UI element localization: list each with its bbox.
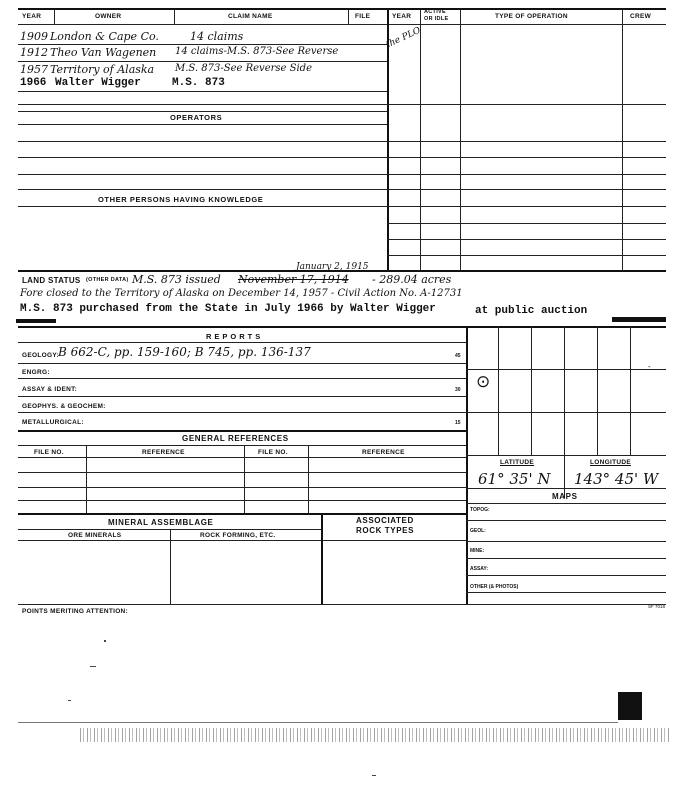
row2-claim: 14 claims-M.S. 873-See Reverse	[175, 46, 339, 57]
ref-col-reference: REFERENCE	[142, 449, 185, 456]
metallurgical-label: METALLURGICAL:	[22, 419, 84, 426]
row4-owner: Walter Wigger	[55, 77, 141, 89]
scan-noise-band	[80, 728, 670, 742]
latitude-value: 61° 35' N	[478, 470, 551, 488]
grid-tick-icon: -	[648, 362, 651, 371]
land-status-label: LAND STATUS	[22, 276, 81, 285]
associated-label: ASSOCIATED	[356, 516, 414, 525]
col-or-idle: OR IDLE	[424, 16, 449, 22]
land-status-sub: (OTHER DATA)	[86, 277, 129, 283]
maps-label: MAPS	[552, 492, 578, 501]
margin-number-30: 30	[455, 387, 461, 393]
longitude-label: LONGITUDE	[590, 459, 631, 466]
mineral-assemblage-title: MINERAL ASSEMBLAGE	[108, 518, 214, 527]
ref-col-file-no: FILE NO.	[34, 449, 64, 456]
maps-geol: GEOL:	[470, 528, 486, 534]
col-crew: CREW	[630, 13, 652, 20]
assay-label: ASSAY & IDENT:	[22, 386, 78, 393]
row2-owner: Theo Van Wagenen	[50, 46, 157, 59]
maps-mine: MINE:	[470, 548, 485, 554]
header-bottom-line	[18, 24, 666, 25]
points-meriting-label: POINTS MERITING ATTENTION:	[22, 608, 129, 615]
ref-col-reference-2: REFERENCE	[362, 449, 405, 456]
ore-minerals-label: ORE MINERALS	[68, 532, 122, 539]
operators-label: OPERATORS	[170, 113, 223, 122]
col-year: YEAR	[22, 13, 42, 20]
land-status-line3: M.S. 873 purchased from the State in July 1966 by Walter Wigger	[20, 303, 436, 315]
row4-year: 1966	[20, 77, 47, 89]
col-active: ACTIVE	[424, 9, 446, 15]
form-number: SF 7018	[648, 604, 666, 609]
maps-other: OTHER (& PHOTOS)	[470, 584, 519, 590]
row4-claim: M.S. 873	[172, 77, 225, 89]
land-status-acres: - 289.04 acres	[372, 273, 452, 286]
top-border	[18, 8, 666, 10]
geology-label: GEOLOGY:	[22, 352, 59, 359]
row1-year: 1909	[20, 30, 48, 43]
row3-claim: M.S. 873-See Reverse Side	[175, 63, 312, 74]
latitude-label: LATITUDE	[500, 459, 535, 466]
row3-year: 1957	[20, 63, 48, 76]
engrg-label: ENGRG:	[22, 369, 50, 376]
margin-note: the PLO	[384, 25, 423, 51]
rock-forming-label: ROCK FORMING, ETC.	[200, 532, 276, 539]
land-status-inserted: January 2, 1915	[296, 262, 369, 272]
col-year-2: YEAR	[392, 13, 412, 20]
col-file: FILE	[355, 13, 371, 20]
location-mark-icon: ⊙	[476, 372, 491, 391]
geology-value: B 662-C, pp. 159-160; B 745, pp. 136-137	[58, 345, 311, 359]
land-status-line2: Fore closed to the Territory of Alaska on December 14, 1957 - Civil Action No. A-12731	[20, 288, 463, 299]
land-status-line3-tail: at public auction	[475, 305, 588, 317]
ref-col-file-no-2: FILE NO.	[258, 449, 288, 456]
geophys-label: GEOPHYS. & GEOCHEM:	[22, 403, 106, 410]
reports-title: REPORTS	[206, 332, 264, 341]
general-references-title: GENERAL REFERENCES	[182, 434, 289, 443]
longitude-value: 143° 45' W	[574, 470, 659, 488]
maps-assay: ASSAY:	[470, 566, 489, 572]
scan-blot	[618, 692, 642, 720]
map-grid-border	[466, 326, 468, 604]
maps-topog: TOPOG:	[470, 507, 490, 513]
row1-claim: 14 claims	[190, 30, 244, 43]
col-owner: OWNER	[95, 13, 122, 20]
col-type-of-operation: TYPE OF OPERATION	[495, 13, 568, 20]
other-persons-label: OTHER PERSONS HAVING KNOWLEDGE	[98, 195, 264, 204]
margin-number-45: 45	[455, 353, 461, 359]
row1-owner: London & Cape Co.	[50, 30, 159, 43]
row3-owner: Territory of Alaska	[50, 63, 155, 76]
col-claim-name: CLAIM NAME	[228, 13, 273, 20]
land-status-struck: November 17, 1914	[238, 273, 349, 286]
rock-types-label: ROCK TYPES	[356, 526, 415, 535]
row2-year: 1912	[20, 46, 48, 59]
land-status-line1: M.S. 873 issued	[132, 273, 221, 286]
margin-number-15: 15	[455, 420, 461, 426]
